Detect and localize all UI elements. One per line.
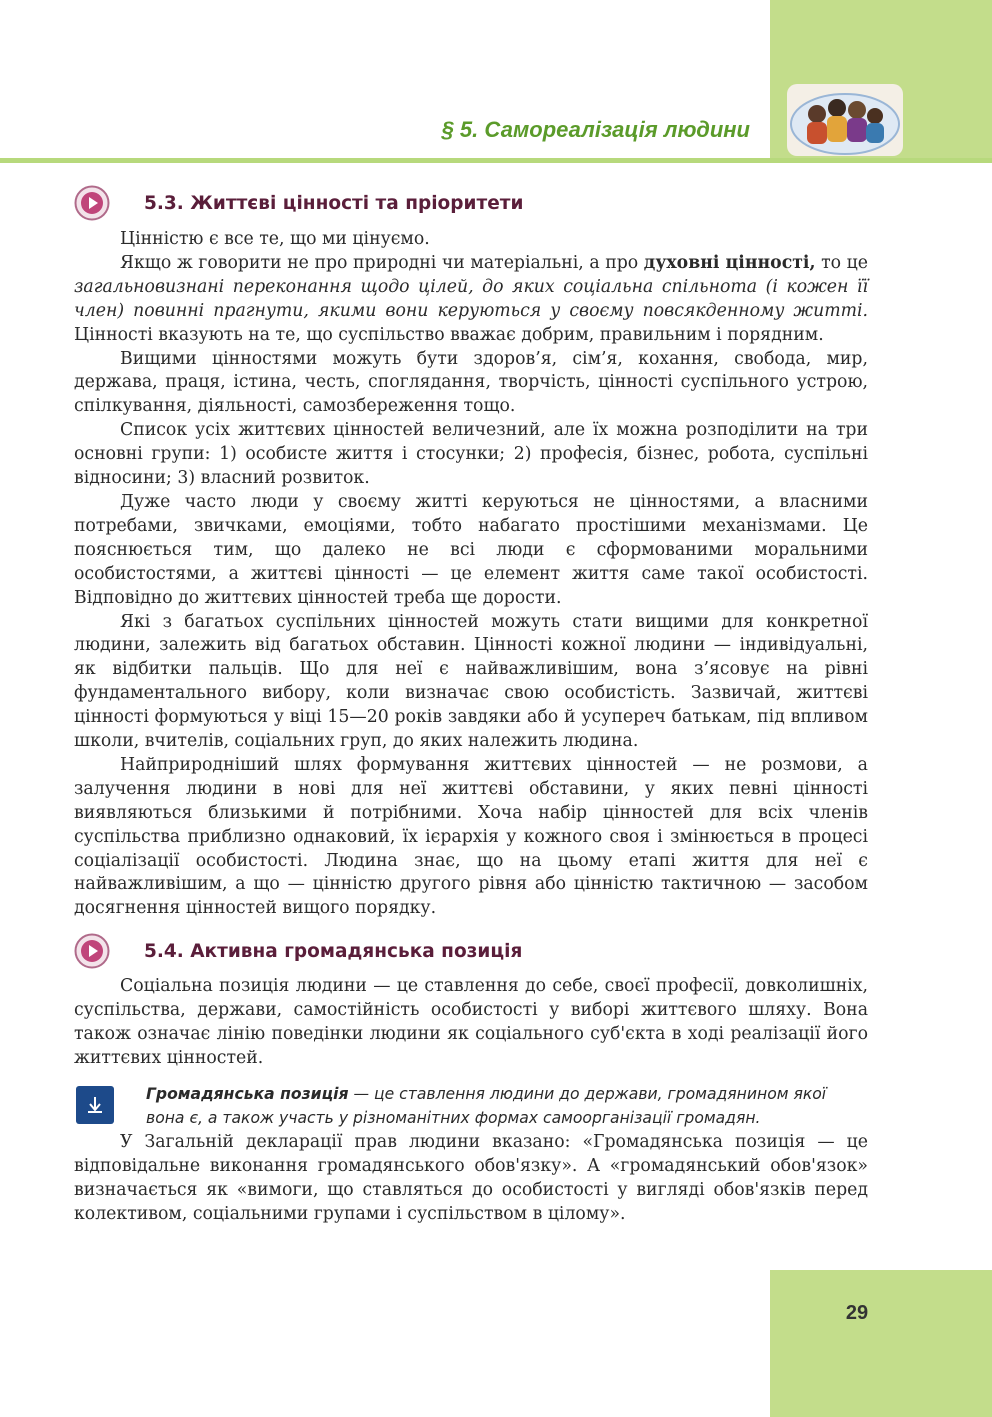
bookmark-icon (76, 1086, 114, 1124)
section-heading-5-3 (74, 183, 523, 223)
paragraph: Вищими цінностями можуть бути здоров’я, сім’я, кохання, свобода, мир, держава, праця, істина, честь, споглядання, творчість, цінності суспільного устрою, спілкування, діяльності, самозбереження тощо. (74, 348, 868, 417)
paragraph: Найприродніший шлях формування життєвих цінностей — не розмови, а залучення людини в нові для неї життєві обставини, у яких певні цінності виявляються близькими й потрібними. Хоча набір цінностей для всіх членів суспільства приблизно однаковий, їх ієрархія у кожного своя і змінюється в процесі соціалізації особистості. Людина знає, що на цьому етапі життя для неї є найважливішим, а що — цінністю другого рівня або цінністю тактичною — засобом досягнення цінностей вищого порядку. (74, 754, 868, 919)
text-run: Якщо ж говорити не про природні чи матеріальні, а про (120, 252, 644, 273)
chapter-photo (787, 84, 903, 156)
chapter-title: § 5. Самореалізація людини (441, 117, 750, 142)
paragraph: Цінністю є все те, що ми цінуємо. (120, 229, 430, 249)
paragraph: Соціальна позиція людини — це ставлення до себе, своєї професії, довколишніх, суспільства, держави, самостійність особистості у виборі життєвого шляху. Вона також означає лінію поведінки людини як соціального суб'єкта в ході реалізації його життєвих цінностей. (74, 976, 868, 1068)
section-title: 5.4. Активна громадянська позиція (144, 940, 523, 962)
page-number: 29 (845, 1302, 869, 1324)
section-heading-5-4 (74, 931, 522, 971)
bold-term: духовні цінності, (643, 252, 816, 273)
paragraph (74, 252, 868, 348)
definition-block (146, 1082, 868, 1130)
section-5-4-declaration (74, 1131, 868, 1227)
definition-text: — це ставлення людини до держави, громадянином якої вона є, а також участь у різноманітних формах самоорганізації громадян. (146, 1085, 827, 1127)
paragraph: У Загальній декларації прав людини вказано: «Громадянська позиція — це відповідальне виконання громадянського обов'язку». А «громадянський обов'язок» визначається як «вимоги, що ставляться до особистості у вигляді обов'язків перед колективом, соціальними групами і суспільством в цілому». (74, 1132, 868, 1224)
definition-term: Громадянська позиція (146, 1085, 349, 1103)
paragraph: Які з багатьох суспільних цінностей можуть стати вищими для конкретної людини, залежить від багатьох обставин. Цінності кожної людини — індивідуальні, як відбитки пальців. Що для неї є найважливішим, вона з’ясовує на рівні фундаментального вибору, коли визначає свою особистість. Зазвичай, життєві цінності формуються у віці 15—20 років завдяки або й усупереч батькам, під впливом школи, вчителів, соціальних груп, до яких належить людина. (74, 611, 868, 752)
paragraph: Список усіх життєвих цінностей величезний, але їх можна розподілити на три основні групи: 1) особисте життя і стосунки; 2) професія, бізнес, робота, суспільні відносини; 3) власний розвиток. (74, 420, 868, 489)
play-circle-icon (74, 933, 110, 969)
text-run: Цінності вказують на те, що суспільство вважає добрим, правильним і порядним. (74, 324, 824, 345)
section-5-3-body (74, 228, 868, 921)
section-title: 5.3. Життєві цінності та пріоритети (144, 192, 524, 214)
header-rule (0, 158, 992, 163)
section-5-4-intro (74, 975, 868, 1071)
play-circle-icon (74, 185, 110, 221)
footer-side-strip (770, 1270, 992, 1417)
text-run: то це (815, 252, 868, 273)
italic-definition: загальновизнані переконання щодо цілей, до яких соціальна спільнота (і кожен її член) повинні прагнути, якими вони керуються у своєму повсякденному житті. (74, 276, 868, 321)
paragraph: Дуже часто люди у своєму житті керуються не цінностями, а власними потребами, звичками, емоціями, тобто набагато простішими механізмами. Це пояснюється тим, що далеко не всі люди є сформованими моральними особистостями, а життєві цінності — це елемент життя саме такої особистості. Відповідно до життєвих цінностей треба ще дорости. (74, 491, 868, 608)
